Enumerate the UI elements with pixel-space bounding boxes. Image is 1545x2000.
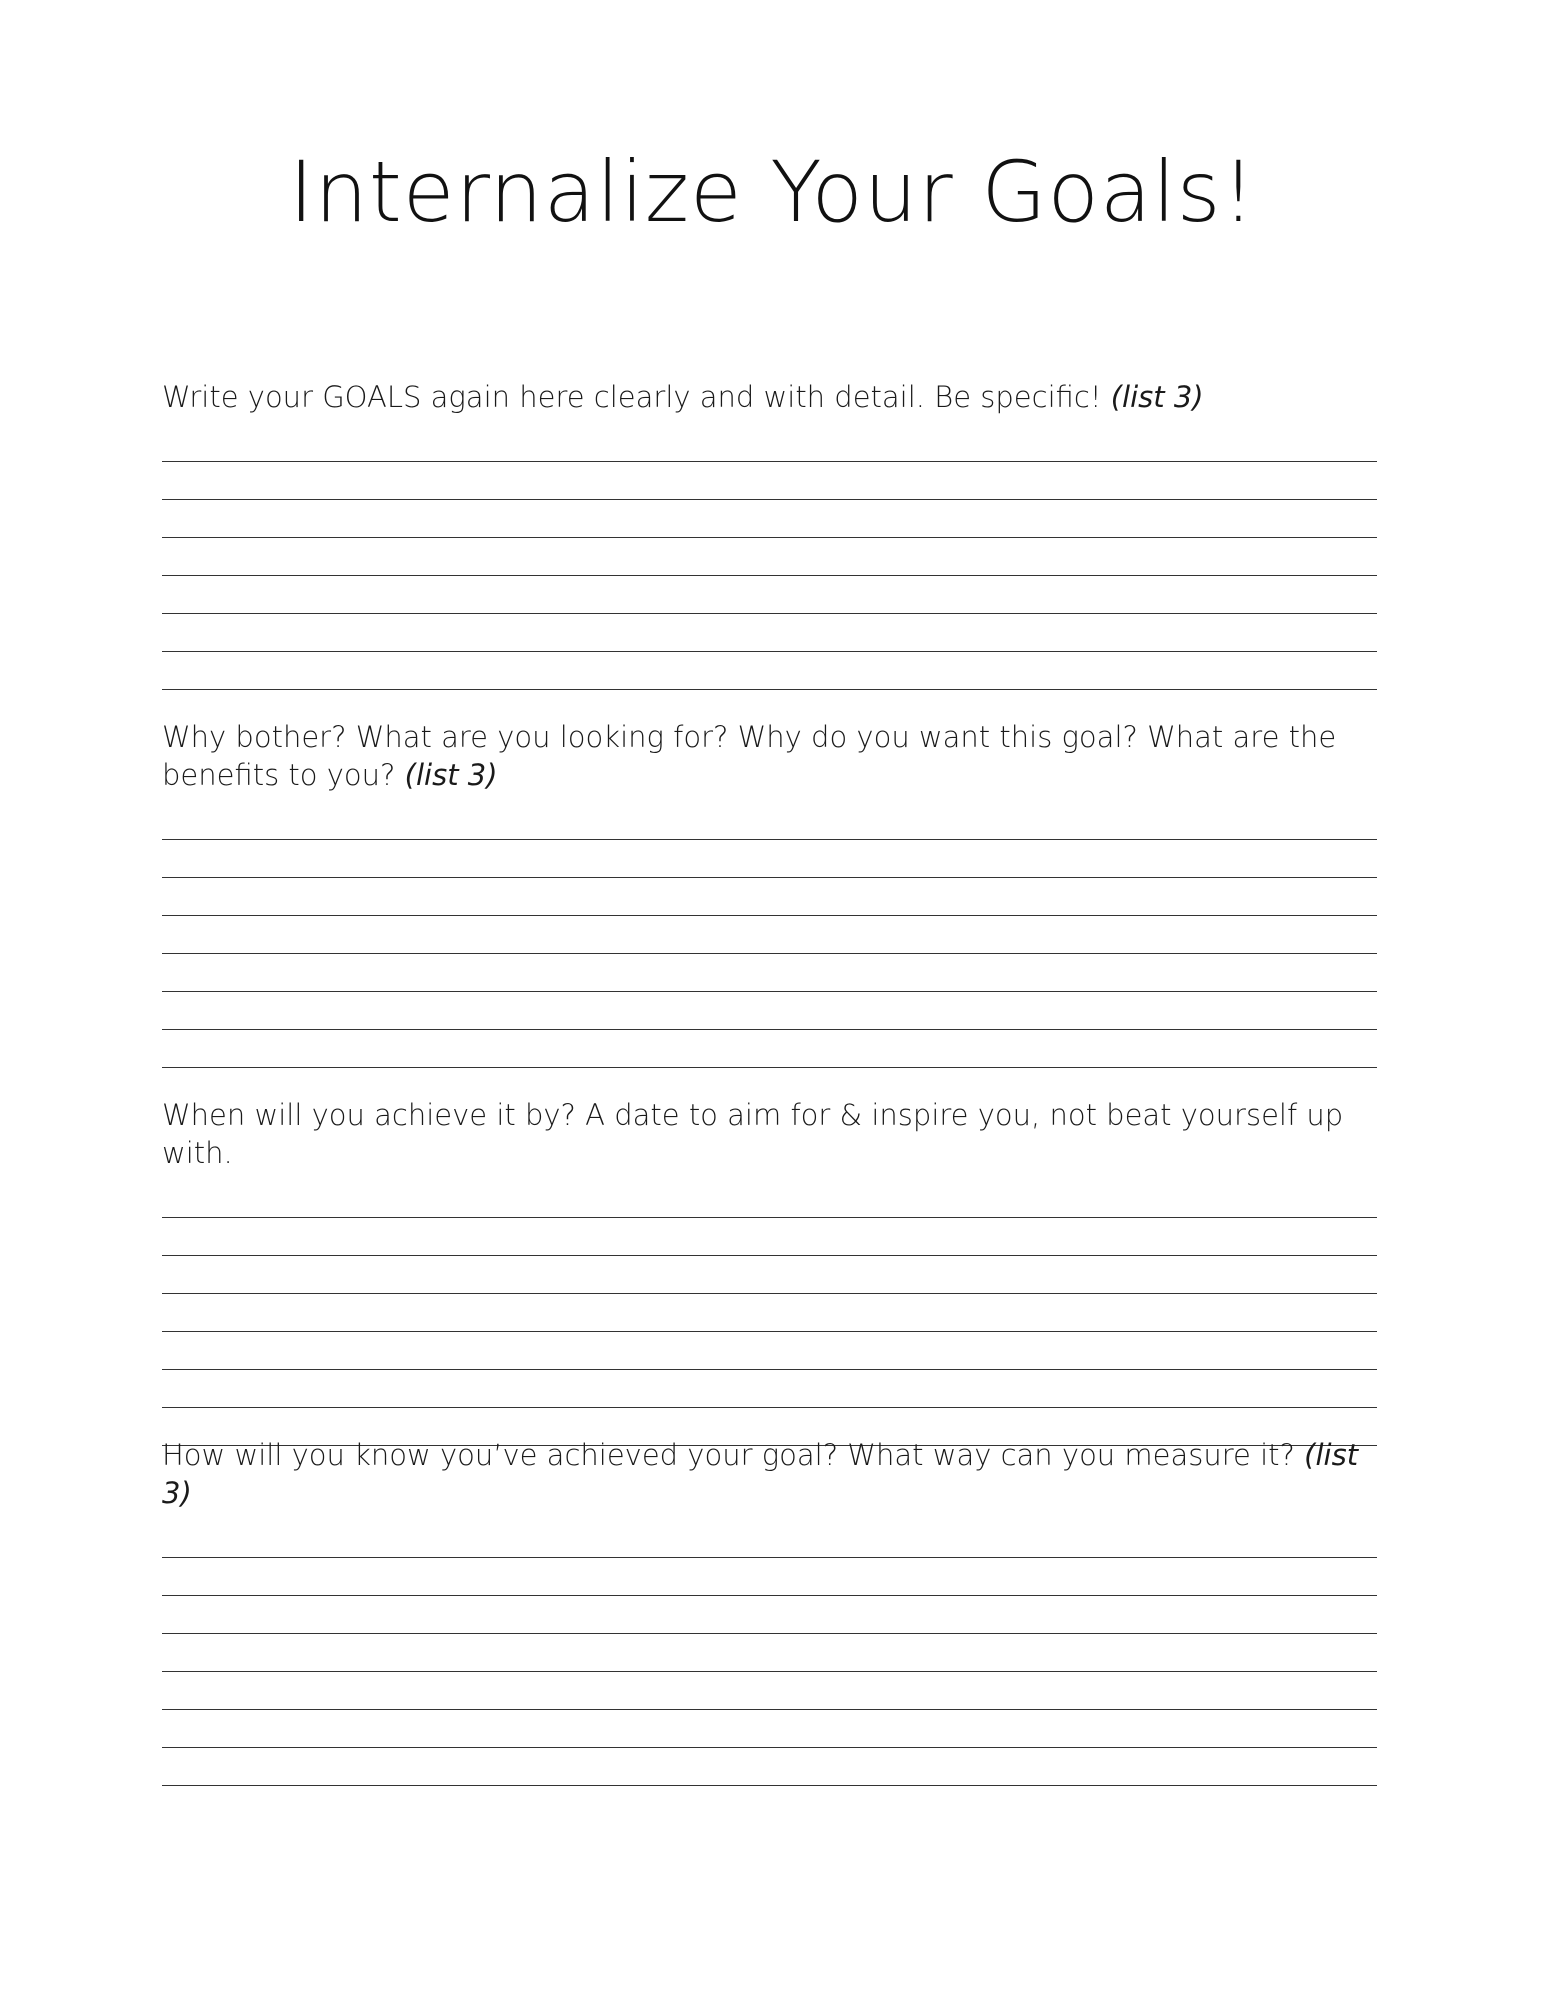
writing-line[interactable] xyxy=(162,1710,1377,1748)
writing-line[interactable] xyxy=(162,1558,1377,1596)
writing-line[interactable] xyxy=(162,992,1377,1030)
writing-line[interactable] xyxy=(162,1672,1377,1710)
measure-prompt xyxy=(162,1436,1377,1512)
goals-prompt-text: Write your GOALS again here clearly and with detail. Be specific! xyxy=(162,380,1102,414)
date-prompt-text: When will you achieve it by? A date to aim for & inspire you, not beat yourself up with. xyxy=(162,1098,1344,1170)
writing-line[interactable] xyxy=(162,1370,1377,1408)
benefits-prompt xyxy=(162,718,1377,794)
benefits-prompt-text: Why bother? What are you looking for? Why do you want this goal? What are the benefits to you? xyxy=(162,720,1337,792)
writing-line[interactable] xyxy=(162,1180,1377,1218)
goals-prompt-note: (list 3) xyxy=(1110,380,1204,414)
benefits-section xyxy=(162,718,1377,1068)
date-prompt xyxy=(162,1096,1377,1172)
writing-line[interactable] xyxy=(162,840,1377,878)
writing-line[interactable] xyxy=(162,1596,1377,1634)
benefits-prompt-note: (list 3) xyxy=(404,758,498,792)
writing-line[interactable] xyxy=(162,1634,1377,1672)
writing-line[interactable] xyxy=(162,878,1377,916)
writing-line[interactable] xyxy=(162,538,1377,576)
writing-line[interactable] xyxy=(162,1332,1377,1370)
writing-line[interactable] xyxy=(162,1256,1377,1294)
goals-section xyxy=(162,378,1377,690)
writing-line[interactable] xyxy=(162,462,1377,500)
writing-line[interactable] xyxy=(162,424,1377,462)
writing-line[interactable] xyxy=(162,1218,1377,1256)
measure-prompt-note: (list 3) xyxy=(162,1438,1359,1510)
goals-prompt xyxy=(162,378,1377,416)
writing-line[interactable] xyxy=(162,1748,1377,1786)
measure-prompt-text: How will you know you’ve achieved your goal? What way can you measure it? xyxy=(162,1438,1295,1472)
writing-line[interactable] xyxy=(162,1294,1377,1332)
date-writing-lines[interactable] xyxy=(162,1180,1377,1446)
writing-line[interactable] xyxy=(162,614,1377,652)
writing-line[interactable] xyxy=(162,916,1377,954)
writing-line[interactable] xyxy=(162,652,1377,690)
writing-line[interactable] xyxy=(162,954,1377,992)
goals-writing-lines[interactable] xyxy=(162,424,1377,690)
date-section xyxy=(162,1096,1377,1446)
writing-line[interactable] xyxy=(162,1030,1377,1068)
writing-line[interactable] xyxy=(162,576,1377,614)
writing-line[interactable] xyxy=(162,500,1377,538)
writing-line[interactable] xyxy=(162,1520,1377,1558)
page-title: Internalize Your Goals! xyxy=(288,143,1257,241)
measure-section xyxy=(162,1436,1377,1786)
benefits-writing-lines[interactable] xyxy=(162,802,1377,1068)
measure-writing-lines[interactable] xyxy=(162,1520,1377,1786)
writing-line[interactable] xyxy=(162,802,1377,840)
